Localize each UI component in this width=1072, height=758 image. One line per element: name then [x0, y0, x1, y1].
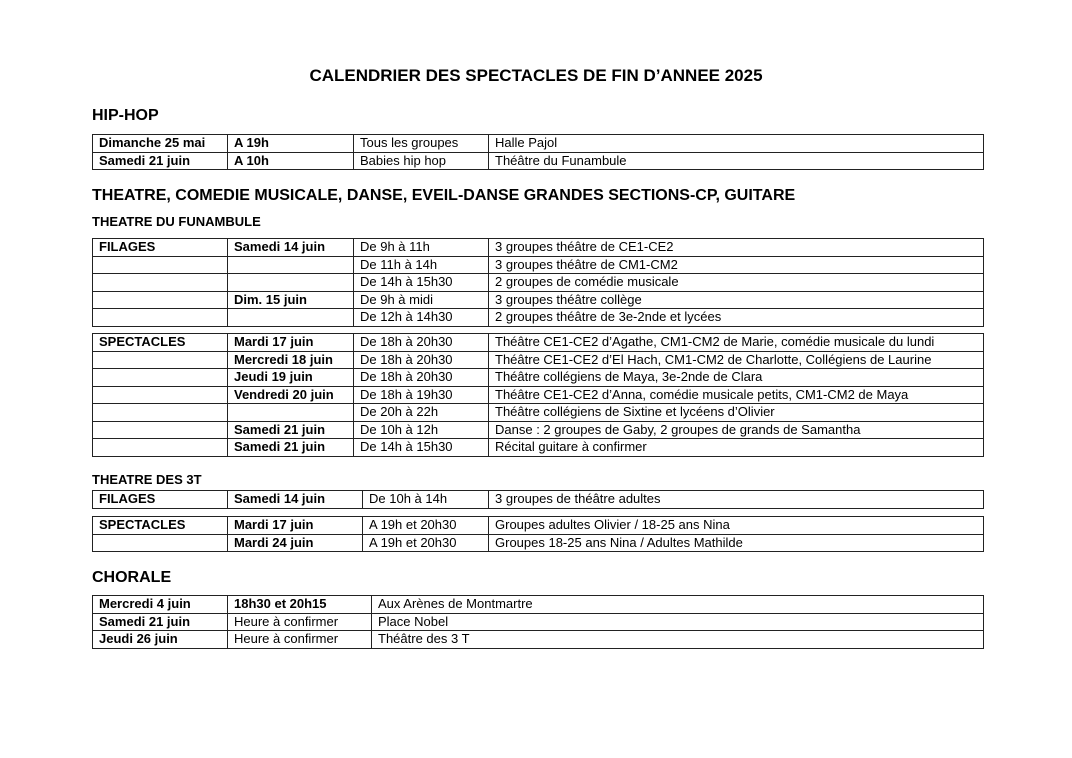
hiphop-table: [92, 134, 984, 170]
table-cell: 3 groupes théâtre de CM1-CM2: [489, 256, 984, 274]
section-heading-theatre: THEATRE, COMEDIE MUSICALE, DANSE, EVEIL-DANSE GRANDES SECTIONS-CP, GUITARE: [92, 187, 796, 204]
table-cell: De 14h à 15h30: [354, 439, 489, 457]
table-cell: Théâtre CE1-CE2 d’Anna, comédie musicale petits, CM1-CM2 de Maya: [489, 386, 984, 404]
table-cell: Récital guitare à confirmer: [489, 439, 984, 457]
table-cell: De 10h à 12h: [354, 421, 489, 439]
table-cell: Groupes 18-25 ans Nina / Adultes Mathilde: [489, 534, 984, 552]
table-cell: 3 groupes théâtre collège: [489, 291, 984, 309]
table-cell: Danse : 2 groupes de Gaby, 2 groupes de grands de Samantha: [489, 421, 984, 439]
table-cell: Babies hip hop: [354, 152, 489, 170]
table-cell: Jeudi 26 juin: [93, 631, 228, 649]
table-cell: De 18h à 19h30: [354, 386, 489, 404]
table-cell: A 10h: [228, 152, 354, 170]
hiphop-row: [93, 135, 984, 153]
funambule-filage-row: [93, 239, 984, 257]
table-cell: De 12h à 14h30: [354, 309, 489, 327]
section-heading-hiphop: HIP-HOP: [92, 107, 159, 124]
table-cell: Théâtre collégiens de Maya, 3e-2nde de Clara: [489, 369, 984, 387]
3t-spectacles-table: [92, 516, 984, 552]
chorale-row: [93, 596, 984, 614]
table-cell: [93, 351, 228, 369]
table-cell: Mercredi 4 juin: [93, 596, 228, 614]
table-cell: [93, 274, 228, 292]
funambule-spectacle-row: [93, 439, 984, 457]
table-cell: Théâtre des 3 T: [372, 631, 984, 649]
table-cell: Théâtre collégiens de Sixtine et lycéens d’Olivier: [489, 404, 984, 422]
table-cell: [93, 404, 228, 422]
table-cell: [93, 291, 228, 309]
funambule-spectacle-row: [93, 351, 984, 369]
funambule-filage-row: [93, 274, 984, 292]
table-cell: De 10h à 14h: [363, 491, 489, 509]
table-cell: Tous les groupes: [354, 135, 489, 153]
table-cell: De 9h à 11h: [354, 239, 489, 257]
table-cell: Dim. 15 juin: [228, 291, 354, 309]
table-cell: Théâtre du Funambule: [489, 152, 984, 170]
3t-spectacle-row: [93, 534, 984, 552]
table-cell: Mardi 17 juin: [228, 334, 354, 352]
table-cell: Samedi 21 juin: [228, 421, 354, 439]
table-cell: De 14h à 15h30: [354, 274, 489, 292]
table-cell: [228, 256, 354, 274]
table-cell: Samedi 14 juin: [228, 491, 363, 509]
table-cell: 2 groupes théâtre de 3e-2nde et lycées: [489, 309, 984, 327]
funambule-filages-table: [92, 238, 984, 327]
table-cell: Aux Arènes de Montmartre: [372, 596, 984, 614]
table-cell: Groupes adultes Olivier / 18-25 ans Nina: [489, 517, 984, 535]
table-cell: Samedi 21 juin: [228, 439, 354, 457]
chorale-row: [93, 613, 984, 631]
table-cell: [93, 369, 228, 387]
table-cell: De 18h à 20h30: [354, 369, 489, 387]
table-cell: 2 groupes de comédie musicale: [489, 274, 984, 292]
funambule-spectacle-row: [93, 334, 984, 352]
table-cell: [93, 534, 228, 552]
table-cell: [93, 386, 228, 404]
table-cell: De 9h à midi: [354, 291, 489, 309]
table-cell: [228, 274, 354, 292]
table-cell: [93, 439, 228, 457]
funambule-spectacle-row: [93, 369, 984, 387]
funambule-spectacle-row: [93, 421, 984, 439]
table-cell: Samedi 21 juin: [93, 613, 228, 631]
chorale-table: [92, 595, 984, 649]
table-cell: De 20h à 22h: [354, 404, 489, 422]
3t-filage-row: [93, 491, 984, 509]
funambule-filage-row: [93, 256, 984, 274]
table-cell: Samedi 21 juin: [93, 152, 228, 170]
table-cell: A 19h: [228, 135, 354, 153]
section-heading-chorale: CHORALE: [92, 569, 172, 586]
hiphop-row: [93, 152, 984, 170]
table-cell: Dimanche 25 mai: [93, 135, 228, 153]
table-cell: De 18h à 20h30: [354, 334, 489, 352]
table-cell: De 11h à 14h: [354, 256, 489, 274]
funambule-spectacle-row: [93, 404, 984, 422]
table-cell: Mercredi 18 juin: [228, 351, 354, 369]
table-cell: FILAGES: [93, 491, 228, 509]
table-cell: Mardi 24 juin: [228, 534, 363, 552]
table-cell: [93, 421, 228, 439]
table-cell: SPECTACLES: [93, 334, 228, 352]
table-cell: SPECTACLES: [93, 517, 228, 535]
funambule-spectacles-table: [92, 333, 984, 457]
table-cell: Samedi 14 juin: [228, 239, 354, 257]
table-cell: [93, 309, 228, 327]
funambule-spectacle-row: [93, 386, 984, 404]
table-cell: Heure à confirmer: [228, 631, 372, 649]
document-title: CALENDRIER DES SPECTACLES DE FIN D’ANNEE 2025: [309, 66, 763, 85]
table-cell: Halle Pajol: [489, 135, 984, 153]
table-cell: Théâtre CE1-CE2 d’El Hach, CM1-CM2 de Charlotte, Collégiens de Laurine: [489, 351, 984, 369]
table-cell: Place Nobel: [372, 613, 984, 631]
subheading-3t: THEATRE DES 3T: [92, 472, 202, 487]
funambule-filage-row: [93, 309, 984, 327]
table-cell: FILAGES: [93, 239, 228, 257]
table-cell: [93, 256, 228, 274]
table-cell: A 19h et 20h30: [363, 517, 489, 535]
table-cell: A 19h et 20h30: [363, 534, 489, 552]
chorale-row: [93, 631, 984, 649]
table-cell: De 18h à 20h30: [354, 351, 489, 369]
table-cell: 18h30 et 20h15: [228, 596, 372, 614]
table-cell: 3 groupes de théâtre adultes: [489, 491, 984, 509]
table-cell: Heure à confirmer: [228, 613, 372, 631]
table-cell: Mardi 17 juin: [228, 517, 363, 535]
table-cell: 3 groupes théâtre de CE1-CE2: [489, 239, 984, 257]
table-cell: Vendredi 20 juin: [228, 386, 354, 404]
table-cell: Jeudi 19 juin: [228, 369, 354, 387]
table-cell: [228, 404, 354, 422]
table-cell: Théâtre CE1-CE2 d’Agathe, CM1-CM2 de Marie, comédie musicale du lundi: [489, 334, 984, 352]
subheading-funambule: THEATRE DU FUNAMBULE: [92, 214, 261, 229]
funambule-filage-row: [93, 291, 984, 309]
3t-spectacle-row: [93, 517, 984, 535]
3t-filages-table: [92, 490, 984, 509]
table-cell: [228, 309, 354, 327]
